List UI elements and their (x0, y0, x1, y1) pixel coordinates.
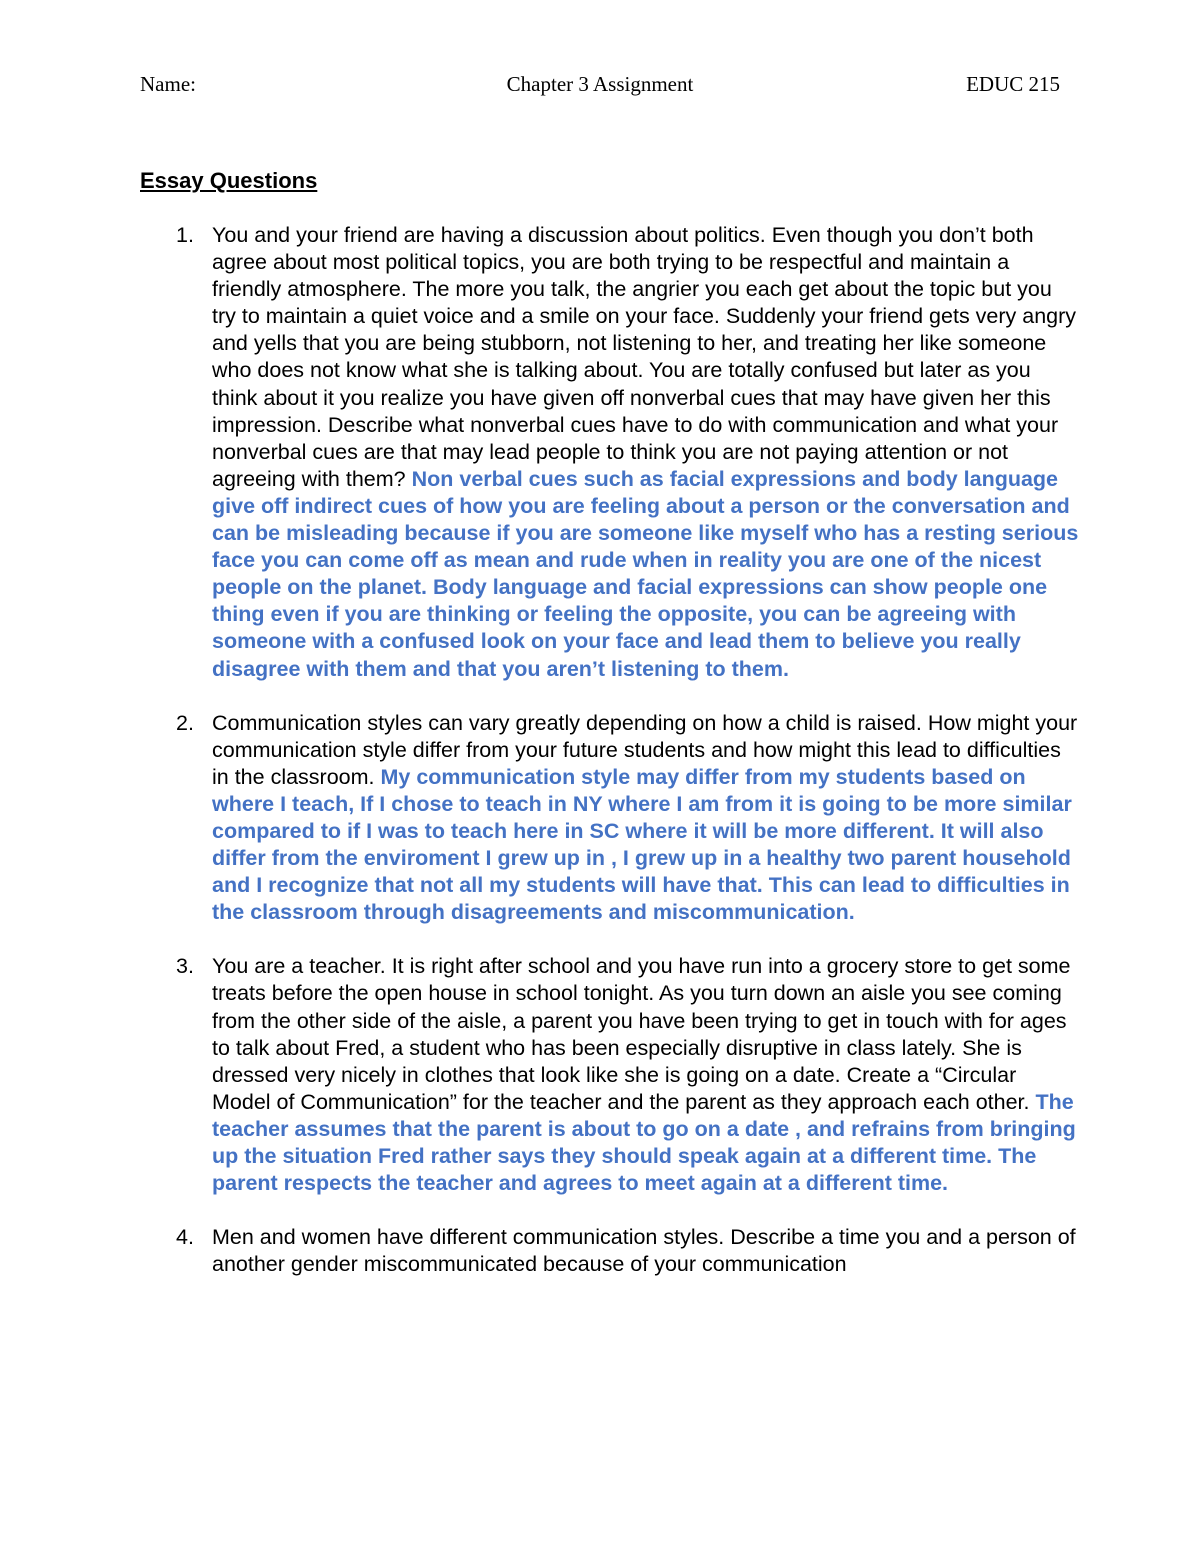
section-title: Essay Questions (140, 168, 318, 193)
question-number: 3. (176, 954, 194, 979)
question-item (140, 1224, 1080, 1278)
page-header (140, 72, 1060, 104)
question-text: Communication styles can vary greatly depending on how a child is raised. How might your communication style differ from your future students and how might this lead to difficulties in the classroom. (212, 710, 1078, 789)
question-number: 1. (176, 223, 194, 247)
question-number: 2. (176, 710, 194, 735)
answer-text: My communication style may differ from my students based on where I teach, If I chose to teach in NY where I am from it is going to be more similar compared to if I was to teach here in SC where it will be more different. It will also differ from the enviroment I grew up in , I grew up in a healthy two parent household and I recognize that not all my students will have that. This can lead to difficulties in the classroom through disagreements and miscommunication. (212, 764, 1072, 925)
question-list (140, 222, 1080, 1305)
answer-text: Non verbal cues such as facial expressions and body language give off indirect cues of how you are feeling about a person or the conversation and can be misleading because if you are someone like myself who has a resting serious face you can come off as mean and rude when in reality you are one of the nicest people on the planet. Body language and facial expressions can show people one thing even if you are thinking or feeling the opposite, you can be agreeing with someone with a confused look on your face and lead them to believe you really disagree with them and that you aren’t listening to them. (212, 466, 1079, 681)
question-text: You are a teacher. It is right after school and you have run into a grocery store to get some treats before the open house in school tonight. As you turn down an aisle you see coming from the other side of the aisle, a parent you have been trying to get in touch with for ages to talk about Fred, a student who has been especially disruptive in class lately. She is dressed very nicely in clothes that look like she is going on a date. Create a “Circular Model of Communication” for the teacher and the parent as they approach each other. (212, 954, 1071, 1114)
question-item (140, 953, 1080, 1197)
question-item (140, 710, 1080, 927)
question-text: You and your friend are having a discussion about politics. Even though you don’t both agree about most political topics, you are both trying to be respectful and maintain a friendly atmosphere. The more you talk, the angrier you each get about the topic but you try to maintain a quiet voice and a smile on your face. Suddenly your friend gets very angry and yells that you are being stubborn, not listening to her, and treating her like someone who does not know what she is talking about. You are totally confused but later as you think about it you realize you have given off nonverbal cues that may have given her this impression. Describe what nonverbal cues have to do with communication and what your nonverbal cues are that may lead people to think you are not paying attention or not agreeing with them? (212, 223, 1077, 491)
question-item (140, 222, 1080, 683)
question-number: 4. (176, 1225, 194, 1250)
course-code: EDUC 215 (966, 72, 1060, 96)
name-label: Name: (140, 72, 196, 96)
answer-text: The teacher assumes that the parent is about to go on a date , and refrains from bringing up the situation Fred rather says they should speak again at a different time. The parent respects the teacher and agrees to meet again at a different time. (212, 1089, 1076, 1196)
assignment-title: Chapter 3 Assignment (506, 72, 694, 96)
question-text: Men and women have different communication styles. Describe a time you and a person of another gender miscommunicated because of your communication (212, 1225, 1076, 1277)
